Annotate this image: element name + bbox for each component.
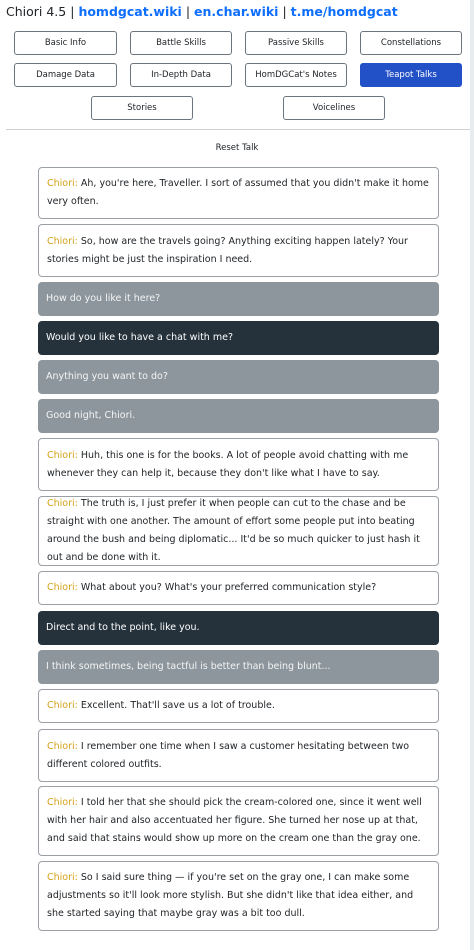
link-en-char-wiki[interactable]: en.char.wiki: [194, 4, 279, 19]
message-text: Anything you want to do?: [46, 371, 168, 382]
message-text: I think sometimes, being tactful is better than being blunt...: [46, 661, 331, 672]
npc-line: [38, 729, 439, 782]
message-text: Excellent. That'll save us a lot of trouble.: [80, 700, 275, 711]
tab-damage-data[interactable]: Damage Data: [14, 63, 117, 87]
reply-option[interactable]: [38, 399, 439, 433]
message-text: I told her that she should pick the cream-colored one, since it went well with her hair and also accentuated her figure. She turned her nose up at that, and said that stains would show up more on the cream one than the gray one.: [47, 797, 422, 844]
link-homdgcat[interactable]: homdgcat.wiki: [78, 4, 182, 19]
npc-line: [38, 689, 439, 723]
speaker-name: Chiori:: [47, 740, 78, 752]
reply-option[interactable]: [38, 360, 439, 394]
reset-talk-button[interactable]: Reset Talk: [215, 143, 259, 153]
message-text: What about you? What's your preferred communication style?: [80, 582, 377, 593]
message-text: So, how are the travels going? Anything exciting happen lately? Your stories might be just the inspiration I need.: [47, 235, 408, 265]
message-text: The truth is, I just prefer it when people can cut to the chase and be straight with one another. The amount of effort some people put into beating around the bush and being diplomatic... It'd be so much quicker to just hash it out and be done with it.: [47, 498, 420, 563]
tab-battle-skills[interactable]: Battle Skills: [130, 31, 232, 55]
npc-line: [38, 496, 439, 566]
tab-teapot-talks[interactable]: Teapot Talks: [360, 63, 462, 87]
tab-passive-skills[interactable]: Passive Skills: [245, 31, 347, 55]
reply-option[interactable]: [38, 282, 439, 316]
npc-line: [38, 224, 439, 277]
speaker-name: Chiori:: [47, 797, 78, 808]
message-text: Good night, Chiori.: [46, 410, 136, 421]
message-text: So I said sure thing — if you're set on the gray one, I can make some adjustments so it'll look more stylish. But she didn't like that idea either, and she started saying that maybe gray was a bit too dull.: [47, 872, 414, 919]
character-title: Chiori 4.5: [6, 4, 67, 19]
page-header: Chiori 4.5 | homdgcat.wiki | en.char.wiki | t.me/homdgcat: [6, 4, 398, 19]
speaker-name: Chiori:: [47, 178, 78, 189]
divider: [6, 129, 470, 130]
speaker-name: Chiori:: [47, 700, 78, 711]
selected-reply-option[interactable]: [38, 611, 439, 645]
message-text: How do you like it here?: [46, 293, 161, 304]
message-text: I remember one time when I saw a customer hesitating between two different colored outfits.: [47, 740, 410, 770]
speaker-name: Chiori:: [47, 872, 78, 883]
npc-line: [38, 786, 439, 856]
npc-line: [38, 438, 439, 491]
tab-constellations[interactable]: Constellations: [360, 31, 462, 55]
speaker-name: Chiori:: [47, 582, 78, 593]
npc-line: [38, 571, 439, 605]
message-text: Huh, this one is for the books. A lot of people avoid chatting with me whenever they can help it, because they don't like what I have to say.: [47, 449, 409, 479]
tab-in-depth-data[interactable]: In-Depth Data: [130, 63, 232, 87]
speaker-name: Chiori:: [47, 235, 78, 247]
scrollbar-track[interactable]: [470, 0, 474, 950]
message-text: Direct and to the point, like you.: [46, 622, 200, 633]
tab-voicelines[interactable]: Voicelines: [283, 96, 385, 120]
selected-reply-option[interactable]: [38, 321, 439, 355]
link-telegram[interactable]: t.me/homdgcat: [290, 4, 398, 19]
tab-stories[interactable]: Stories: [91, 96, 193, 120]
tab-homdgcat-s-notes[interactable]: HomDGCat's Notes: [245, 63, 347, 87]
speaker-name: Chiori:: [47, 449, 78, 461]
tab-basic-info[interactable]: Basic Info: [14, 31, 117, 55]
message-text: Ah, you're here, Traveller. I sort of assumed that you didn't make it home very often.: [47, 178, 429, 207]
reply-option[interactable]: [38, 650, 439, 684]
speaker-name: Chiori:: [47, 498, 78, 509]
npc-line: [38, 861, 439, 931]
message-text: Would you like to have a chat with me?: [46, 332, 233, 343]
npc-line: [38, 167, 439, 219]
